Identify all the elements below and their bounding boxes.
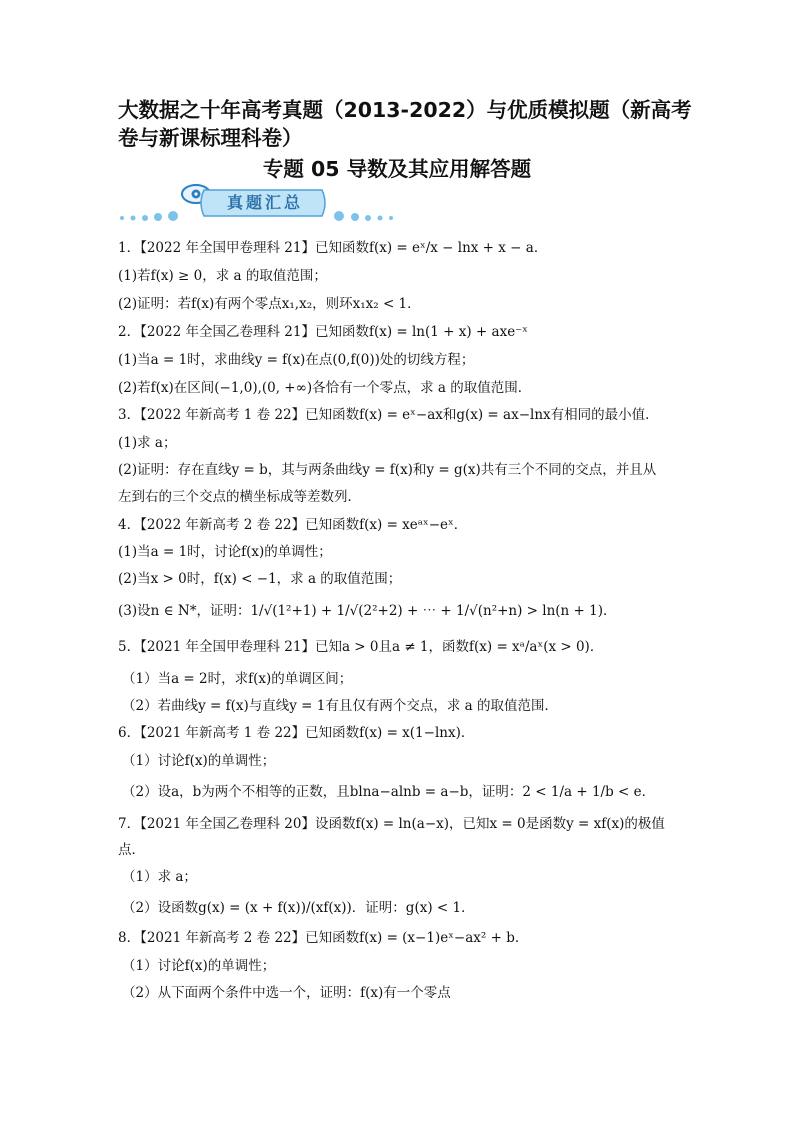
document-subtitle: 专题 05 导数及其应用解答题 bbox=[262, 157, 532, 181]
problem-line: （2）从下面两个条件中选一个，证明：f(x)有一个零点 bbox=[122, 985, 451, 1001]
problem-line: (1)若f(x) ≥ 0，求 a 的取值范围； bbox=[118, 268, 327, 284]
problem-line: (2)证明：若f(x)有两个零点x₁,x₂，则环x₁x₂ < 1． bbox=[118, 296, 421, 312]
problem-line: (3)设n ∈ N*，证明：1/√(1²+1) + 1/√(2²+2) + ⋯ + 1/√(n²+n) > ln(n + 1)． bbox=[118, 603, 617, 619]
problem-line: （2）设函数g(x) = (x + f(x))/(xf(x))．证明：g(x) < 1． bbox=[122, 900, 475, 916]
document-title: 大数据之十年高考真题（2013-2022）与优质模拟题（新高考卷与新课标理科卷） bbox=[118, 98, 692, 150]
problem-line: （2）若曲线y = f(x)与直线y = 1有且仅有两个交点，求 a 的取值范围． bbox=[122, 698, 558, 714]
problem-line: （1）讨论f(x)的单调性； bbox=[122, 958, 276, 974]
problem-line: 1．【2022 年全国甲卷理科 21】已知函数f(x) = eˣ/x − lnx + x − a． bbox=[118, 240, 548, 256]
section-banner bbox=[116, 180, 406, 226]
problem-line: 2．【2022 年全国乙卷理科 21】已知函数f(x) = ln(1 + x) + axe⁻ˣ bbox=[118, 324, 529, 340]
problem-line: 7．【2021 年全国乙卷理科 20】设函数f(x) = ln(a−x)，已知x = 0是函数y = xf(x)的极值 bbox=[118, 816, 665, 832]
problem-line: (1)当a = 1时，讨论f(x)的单调性； bbox=[118, 544, 332, 560]
problem-line: 点． bbox=[118, 842, 145, 858]
problem-line: 5．【2021 年全国甲卷理科 21】已知a > 0且a ≠ 1，函数f(x) = xᵃ/aˣ(x > 0)． bbox=[118, 639, 604, 655]
problem-line: (1)求 a； bbox=[118, 435, 177, 451]
banner-label: 真题汇总 bbox=[226, 193, 303, 212]
problem-line: 6．【2021 年新高考 1 卷 22】已知函数f(x) = x(1−lnx)． bbox=[118, 725, 475, 741]
problem-line: 3．【2022 年新高考 1 卷 22】已知函数f(x) = eˣ−ax和g(x) = ax−lnx有相同的最小值． bbox=[118, 407, 659, 423]
problem-line: （1）求 a； bbox=[122, 869, 197, 885]
problem-line: 左到右的三个交点的横坐标成等差数列． bbox=[118, 489, 361, 505]
problem-line: (1)当a = 1时，求曲线y = f(x)在点(0,f(0))处的切线方程； bbox=[118, 352, 475, 368]
problem-line: (2)证明：存在直线y = b，其与两条曲线y = f(x)和y = g(x)共有三个不同的交点，并且从 bbox=[118, 462, 657, 478]
problem-line: （1）当a = 2时，求f(x)的单调区间； bbox=[122, 671, 353, 687]
problem-line: (2)若f(x)在区间(−1,0),(0, +∞)各恰有一个零点，求 a 的取值范围． bbox=[118, 380, 532, 396]
problem-line: （2）设a，b为两个不相等的正数，且blna−alnb = a−b，证明：2 < 1/a + 1/b < e． bbox=[122, 784, 656, 800]
problem-line: 8．【2021 年新高考 2 卷 22】已知函数f(x) = (x−1)eˣ−ax² + b． bbox=[118, 930, 529, 946]
problem-line: （1）讨论f(x)的单调性； bbox=[122, 753, 276, 769]
problem-line: (2)当x > 0时，f(x) < −1，求 a 的取值范围； bbox=[118, 571, 402, 587]
problem-line: 4．【2022 年新高考 2 卷 22】已知函数f(x) = xeᵃˣ−eˣ． bbox=[118, 517, 468, 533]
